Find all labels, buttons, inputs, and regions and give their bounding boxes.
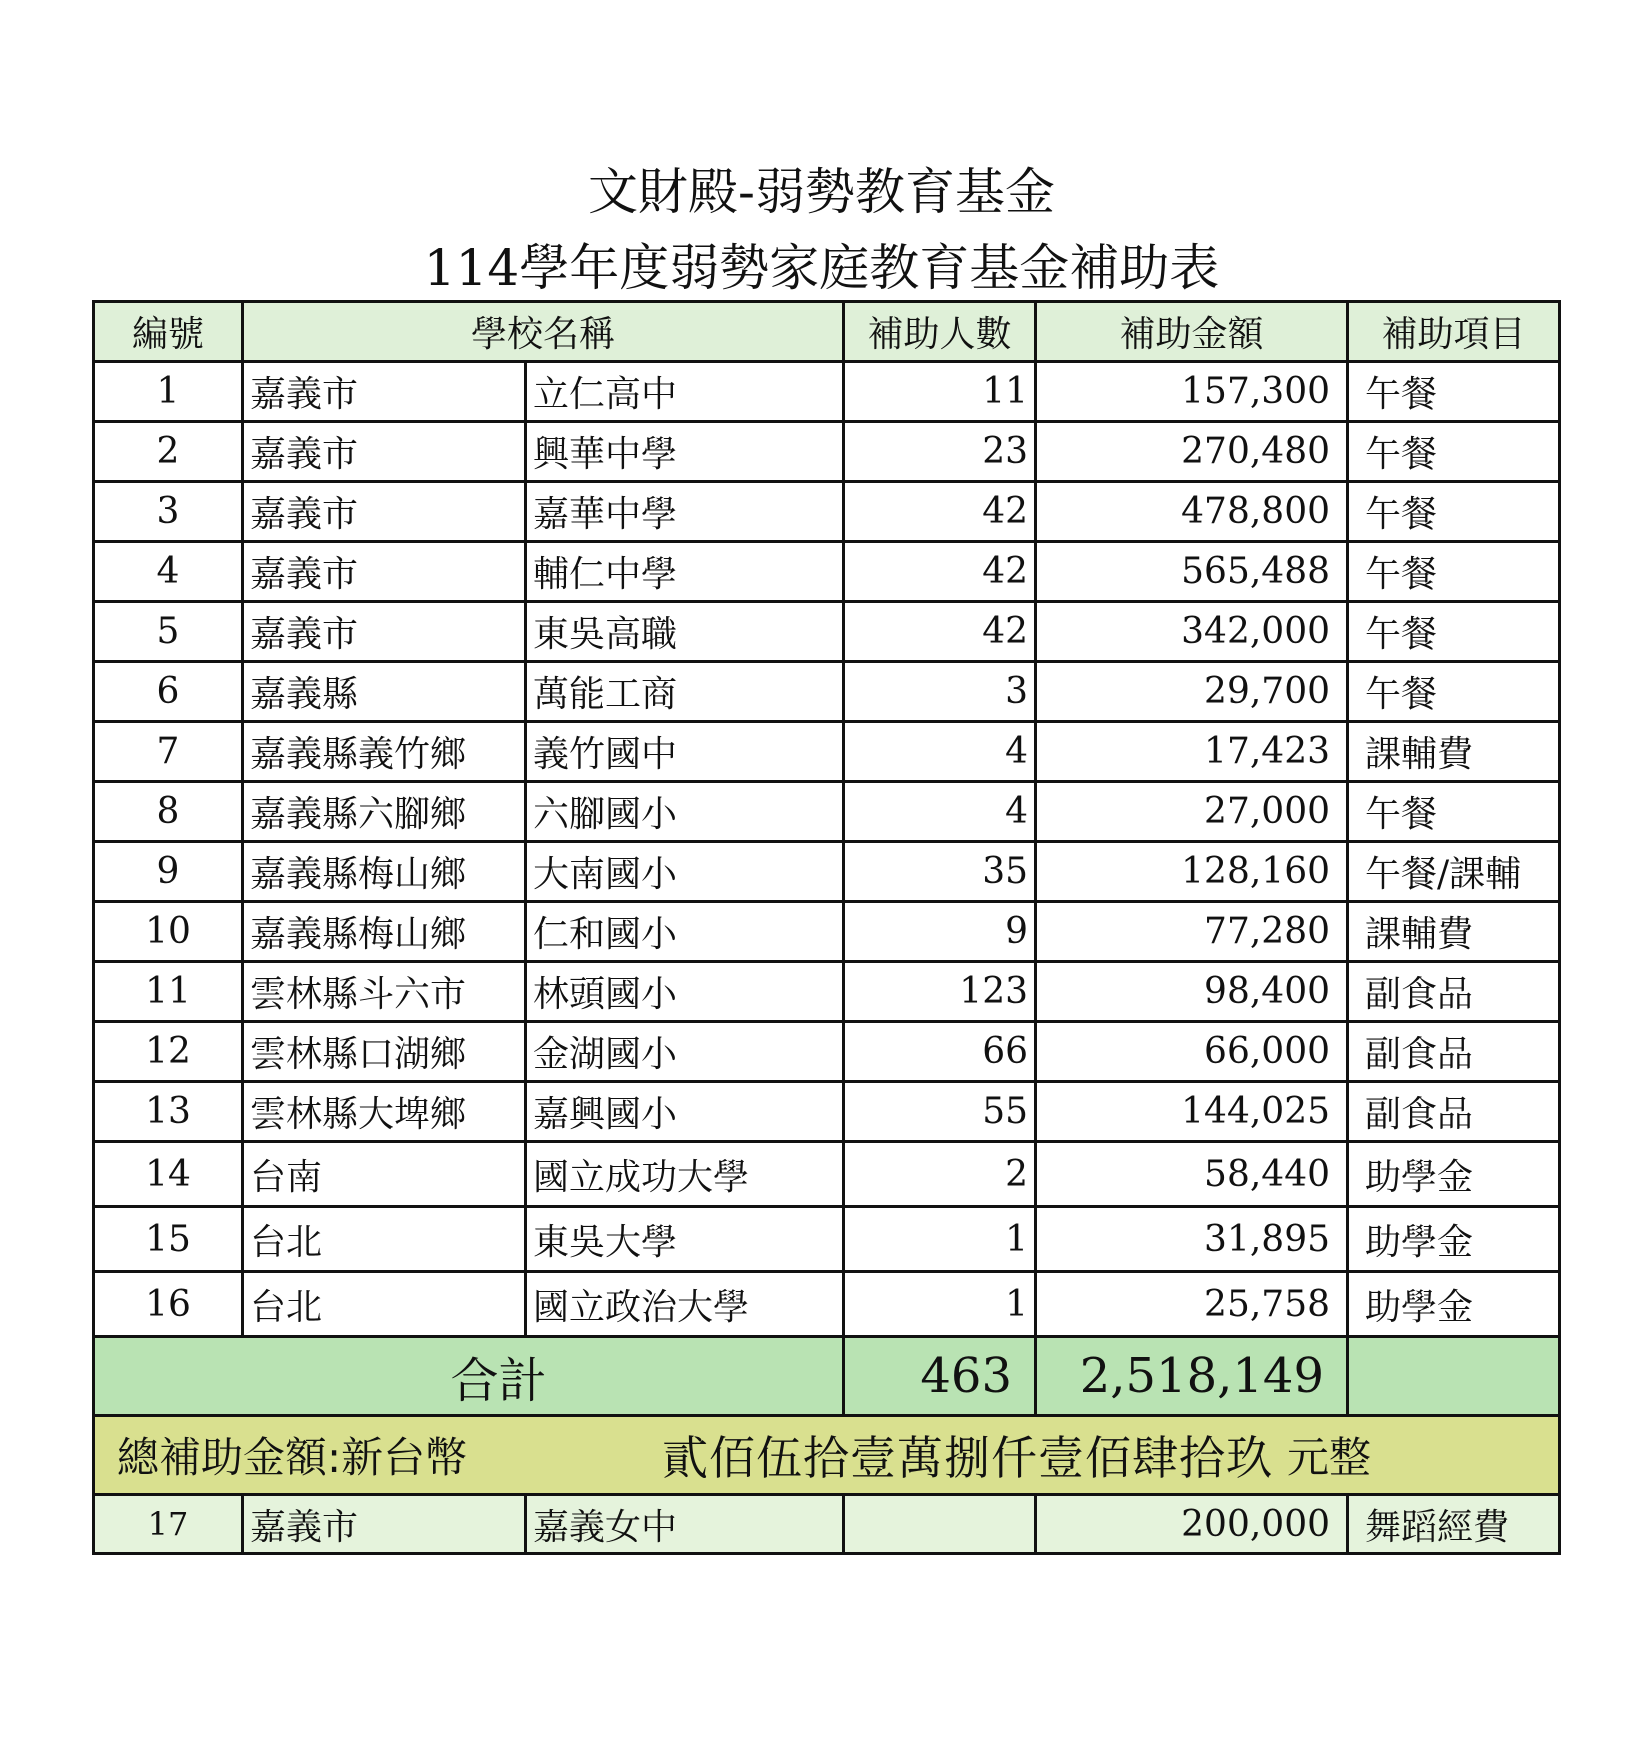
cell-school: 國立政治大學 — [526, 1272, 844, 1337]
cell-count: 23 — [844, 422, 1036, 482]
cell-item: 副食品 — [1348, 1022, 1560, 1082]
cell-amount: 31,895 — [1036, 1207, 1348, 1272]
cell-amount: 66,000 — [1036, 1022, 1348, 1082]
cell-amount: 157,300 — [1036, 362, 1348, 422]
cell-school: 嘉華中學 — [526, 482, 844, 542]
table-row — [94, 1207, 1560, 1272]
cell-item: 午餐 — [1348, 542, 1560, 602]
cell-amount: 144,025 — [1036, 1082, 1348, 1142]
cell-amount: 17,423 — [1036, 722, 1348, 782]
document-subtitle: 114學年度弱勢家庭教育基金補助表 — [423, 239, 1220, 297]
cell-count: 42 — [844, 602, 1036, 662]
cell-city: 嘉義市 — [243, 602, 526, 662]
cell-count: 123 — [844, 962, 1036, 1022]
grant-table — [92, 300, 1561, 1555]
cell-city: 嘉義市 — [243, 422, 526, 482]
extra-row-amount: 200,000 — [1036, 1495, 1348, 1554]
cell-item: 助學金 — [1348, 1207, 1560, 1272]
cell-count: 11 — [844, 362, 1036, 422]
cell-count: 1 — [844, 1272, 1036, 1337]
cell-city: 嘉義縣梅山鄉 — [243, 842, 526, 902]
cell-school: 金湖國小 — [526, 1022, 844, 1082]
cell-no: 9 — [94, 842, 243, 902]
cell-city: 嘉義市 — [243, 542, 526, 602]
cell-item: 午餐 — [1348, 602, 1560, 662]
cell-count: 35 — [844, 842, 1036, 902]
total-in-words-amount: 貳佰伍拾壹萬捌仟壹佰肆拾玖 — [662, 1431, 1273, 1485]
cell-amount: 77,280 — [1036, 902, 1348, 962]
cell-count: 42 — [844, 542, 1036, 602]
cell-city: 嘉義縣六腳鄉 — [243, 782, 526, 842]
cell-school: 仁和國小 — [526, 902, 844, 962]
cell-count: 66 — [844, 1022, 1036, 1082]
cell-count: 55 — [844, 1082, 1036, 1142]
cell-school: 大南國小 — [526, 842, 844, 902]
total-in-words-row — [94, 1416, 1560, 1495]
total-row — [94, 1337, 1560, 1416]
cell-no: 5 — [94, 602, 243, 662]
header-count: 補助人數 — [844, 302, 1036, 362]
cell-no: 1 — [94, 362, 243, 422]
table-row — [94, 422, 1560, 482]
cell-city: 雲林縣大埤鄉 — [243, 1082, 526, 1142]
cell-no: 11 — [94, 962, 243, 1022]
cell-amount: 342,000 — [1036, 602, 1348, 662]
table-row — [94, 842, 1560, 902]
table-row — [94, 482, 1560, 542]
cell-amount: 25,758 — [1036, 1272, 1348, 1337]
table-row — [94, 602, 1560, 662]
document-title: 文財殿-弱勢教育基金 — [588, 163, 1055, 221]
cell-item: 午餐/課輔 — [1348, 842, 1560, 902]
cell-item: 副食品 — [1348, 962, 1560, 1022]
total-in-words-prefix: 總補助金額:新台幣 — [117, 1433, 468, 1482]
cell-item: 午餐 — [1348, 782, 1560, 842]
header-no: 編號 — [94, 302, 243, 362]
cell-no: 7 — [94, 722, 243, 782]
cell-city: 台北 — [243, 1207, 526, 1272]
header-amount: 補助金額 — [1036, 302, 1348, 362]
cell-no: 15 — [94, 1207, 243, 1272]
cell-count: 42 — [844, 482, 1036, 542]
cell-item: 午餐 — [1348, 662, 1560, 722]
cell-school: 興華中學 — [526, 422, 844, 482]
cell-no: 4 — [94, 542, 243, 602]
total-item — [1348, 1337, 1560, 1416]
table-row — [94, 1082, 1560, 1142]
cell-amount: 29,700 — [1036, 662, 1348, 722]
extra-row — [94, 1495, 1560, 1554]
cell-city: 雲林縣口湖鄉 — [243, 1022, 526, 1082]
cell-no: 2 — [94, 422, 243, 482]
cell-amount: 270,480 — [1036, 422, 1348, 482]
cell-no: 8 — [94, 782, 243, 842]
cell-count: 1 — [844, 1207, 1036, 1272]
table-row — [94, 542, 1560, 602]
table-row — [94, 662, 1560, 722]
cell-city: 台南 — [243, 1142, 526, 1207]
cell-amount: 565,488 — [1036, 542, 1348, 602]
cell-school: 輔仁中學 — [526, 542, 844, 602]
cell-city: 嘉義縣梅山鄉 — [243, 902, 526, 962]
cell-no: 3 — [94, 482, 243, 542]
cell-amount: 98,400 — [1036, 962, 1348, 1022]
cell-school: 東吳高職 — [526, 602, 844, 662]
cell-amount: 58,440 — [1036, 1142, 1348, 1207]
total-label: 合計 — [94, 1337, 844, 1416]
cell-amount: 128,160 — [1036, 842, 1348, 902]
cell-no: 6 — [94, 662, 243, 722]
cell-item: 午餐 — [1348, 482, 1560, 542]
total-amount: 2,518,149 — [1036, 1337, 1348, 1416]
cell-item: 助學金 — [1348, 1142, 1560, 1207]
table-row — [94, 962, 1560, 1022]
extra-row-school: 嘉義女中 — [526, 1495, 844, 1554]
table-row — [94, 782, 1560, 842]
cell-city: 嘉義縣 — [243, 662, 526, 722]
cell-city: 雲林縣斗六市 — [243, 962, 526, 1022]
cell-no: 13 — [94, 1082, 243, 1142]
total-count: 463 — [844, 1337, 1036, 1416]
cell-count: 2 — [844, 1142, 1036, 1207]
cell-item: 午餐 — [1348, 362, 1560, 422]
cell-school: 立仁高中 — [526, 362, 844, 422]
cell-item: 課輔費 — [1348, 902, 1560, 962]
header-school-name: 學校名稱 — [243, 302, 844, 362]
cell-school: 萬能工商 — [526, 662, 844, 722]
table-row — [94, 1142, 1560, 1207]
table-row — [94, 902, 1560, 962]
table-row — [94, 722, 1560, 782]
total-in-words-cell — [94, 1416, 1560, 1495]
cell-item: 午餐 — [1348, 422, 1560, 482]
cell-no: 16 — [94, 1272, 243, 1337]
total-in-words-suffix: 元整 — [1287, 1433, 1372, 1482]
cell-school: 國立成功大學 — [526, 1142, 844, 1207]
extra-row-no: 17 — [94, 1495, 243, 1554]
cell-amount: 478,800 — [1036, 482, 1348, 542]
extra-row-city: 嘉義市 — [243, 1495, 526, 1554]
cell-city: 嘉義市 — [243, 482, 526, 542]
header-item: 補助項目 — [1348, 302, 1560, 362]
cell-amount: 27,000 — [1036, 782, 1348, 842]
cell-city: 台北 — [243, 1272, 526, 1337]
cell-item: 副食品 — [1348, 1082, 1560, 1142]
cell-no: 12 — [94, 1022, 243, 1082]
cell-item: 課輔費 — [1348, 722, 1560, 782]
cell-school: 嘉興國小 — [526, 1082, 844, 1142]
cell-city: 嘉義縣義竹鄉 — [243, 722, 526, 782]
cell-school: 六腳國小 — [526, 782, 844, 842]
cell-count: 9 — [844, 902, 1036, 962]
cell-city: 嘉義市 — [243, 362, 526, 422]
cell-school: 林頭國小 — [526, 962, 844, 1022]
cell-school: 義竹國中 — [526, 722, 844, 782]
cell-school: 東吳大學 — [526, 1207, 844, 1272]
cell-count: 4 — [844, 782, 1036, 842]
extra-row-item: 舞蹈經費 — [1348, 1495, 1560, 1554]
table-row — [94, 1272, 1560, 1337]
table-row — [94, 1022, 1560, 1082]
cell-count: 4 — [844, 722, 1036, 782]
cell-no: 14 — [94, 1142, 243, 1207]
extra-row-count — [844, 1495, 1036, 1554]
cell-no: 10 — [94, 902, 243, 962]
table-row — [94, 362, 1560, 422]
table-header-row — [94, 302, 1560, 362]
cell-count: 3 — [844, 662, 1036, 722]
cell-item: 助學金 — [1348, 1272, 1560, 1337]
